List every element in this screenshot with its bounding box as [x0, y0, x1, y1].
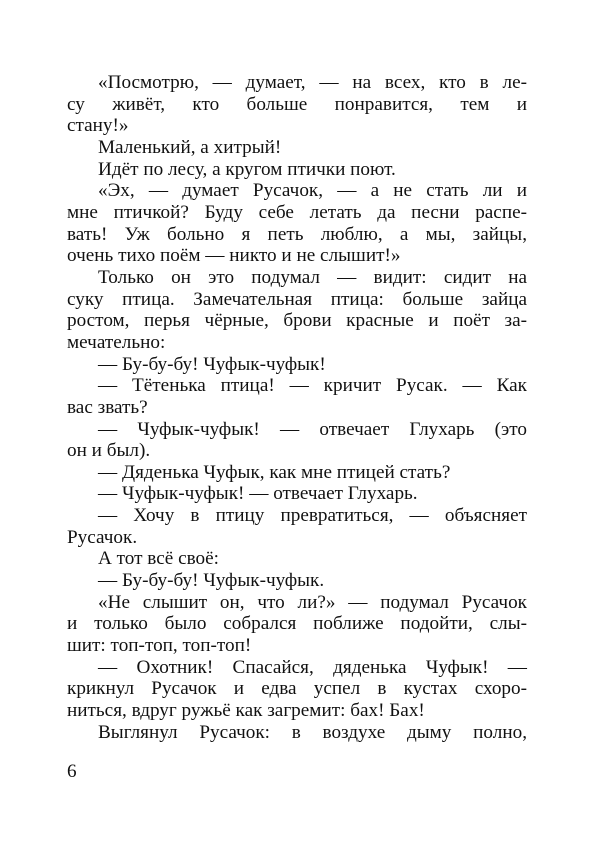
text-line: Идёт по лесу, а кругом птички поют.	[98, 158, 396, 180]
page-number: 6	[67, 761, 77, 782]
text-line: — Охотник! Спасайся, дяденька Чуфык! —	[98, 656, 527, 678]
text-line: — Тётенька птица! — кричит Русак. — Как	[98, 375, 527, 397]
text-line: ростом, перья чёрные, брови красные и поёт за-	[67, 310, 527, 332]
text-line: Маленький, а хитрый!	[98, 136, 282, 158]
text-line: очень тихо поём — никто и не слышит!»	[67, 245, 401, 267]
text-line: — Хочу в птицу превратиться, — объясняет	[98, 505, 527, 527]
text-line: вас звать?	[67, 396, 148, 418]
text-line: А тот всё своё:	[98, 548, 219, 570]
text-line: шит: топ-топ, топ-топ!	[67, 635, 252, 657]
text-line: «Не слышит он, что ли?» — подумал Русачок	[98, 591, 527, 613]
text-line: крикнул Русачок и едва успел в кустах схоро-	[67, 678, 527, 700]
text-line: вать! Уж больно я петь люблю, а мы, зайцы,	[67, 223, 527, 245]
text-line: Только он это подумал — видит: сидит на	[98, 266, 527, 288]
text-line: мечательно:	[67, 331, 166, 353]
text-line: «Посмотрю, — думает, — на всех, кто в ле-	[98, 72, 527, 93]
text-line: мне птичкой? Буду себе летать да песни распе-	[67, 201, 527, 223]
text-line: — Чуфык-чуфык! — отвечает Глухарь (это	[98, 418, 527, 440]
text-line: он и был).	[67, 440, 151, 462]
page-body-text	[67, 72, 527, 743]
text-line: «Эх, — думает Русачок, — а не стать ли и	[98, 180, 527, 202]
text-line: су живёт, кто больше понравится, тем и	[67, 93, 527, 115]
text-line: ниться, вдруг ружьё как загремит: бах! Бах!	[67, 700, 425, 722]
text-line: и только было собрался поближе подойти, слы-	[67, 613, 527, 635]
text-line: — Чуфык-чуфык! — отвечает Глухарь.	[98, 483, 418, 505]
text-line: Выглянул Русачок: в воздухе дыму полно,	[98, 721, 527, 743]
text-line: суку птица. Замечательная птица: больше зайца	[67, 288, 527, 310]
text-line: стану!»	[67, 115, 129, 137]
text-line: — Бу-бу-бу! Чуфык-чуфык.	[98, 570, 325, 592]
text-line: — Дяденька Чуфык, как мне птицей стать?	[98, 461, 451, 483]
text-line: — Бу-бу-бу! Чуфык-чуфык!	[98, 353, 326, 375]
text-line: Русачок.	[67, 526, 138, 548]
